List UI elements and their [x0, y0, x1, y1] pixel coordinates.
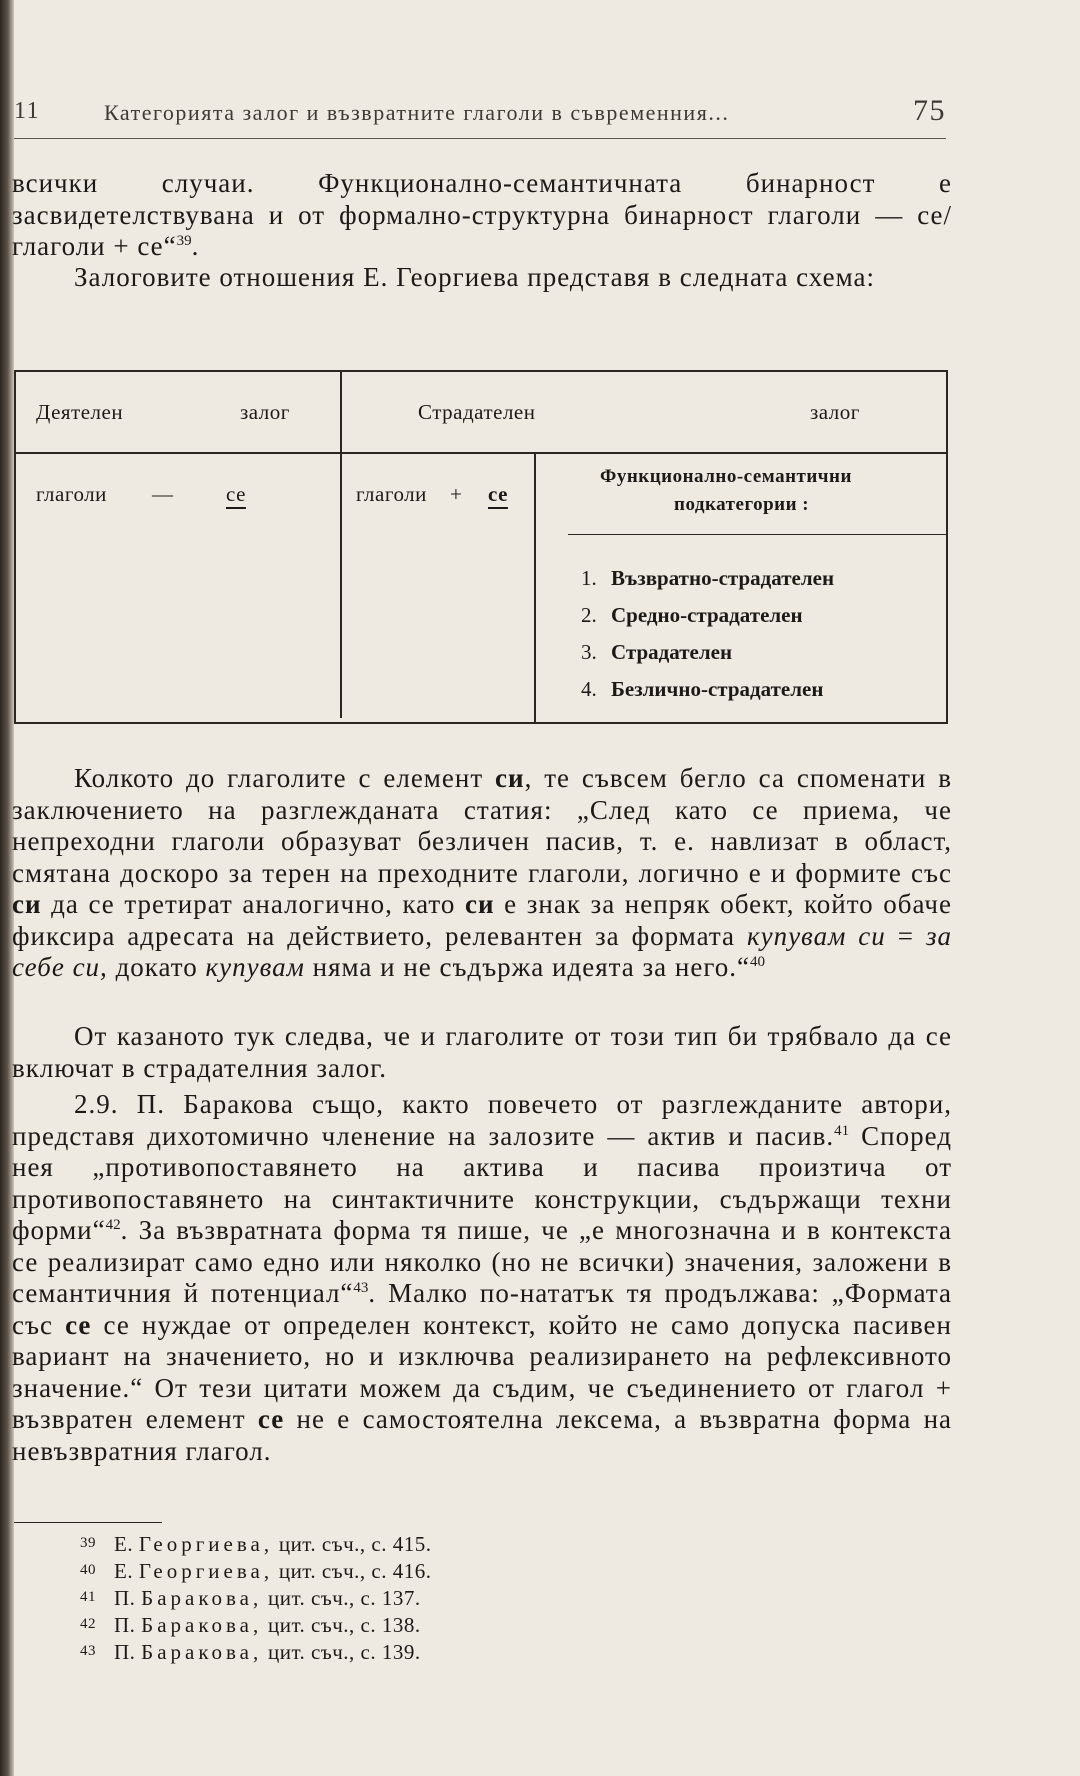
footnote-ref-40: 40	[749, 954, 765, 970]
paragraph-5: 2.9. П. Баракова също, както повечето от разглежданите автори, представя дихотомично членение на залозите — актив и пасив.$^{41}$ Според нея „противопоставянето на актива и пасива произтича от противопоставянето на синтактичните конструкции, съдържащи техни форми“$^{42}$. За възвратната форма тя пише, че „е многозначна и в контекста се реализират само едно или няколко (но не всички) значения, заложени в семантичния й потенциал“$^{43}$. Малко по-нататък тя продължава: „Формата със се се нуждае от определен контекст, който не само допуска пасивен вариант на значението, но и изключва реализирането на рефлексивното значение.“ От тези цитати можем да съдим, че съединението от глагол + възвратен елемент се не е самостоятелна лексема, а възвратна форма на невъзвратния глагол.	[12, 1089, 953, 1466]
footnote: 39 Е. Георгиева, цит. съч., с. 415.	[80, 1532, 432, 1556]
running-title: Категорията залог и възвратните глаголи в съвременния...	[104, 100, 730, 125]
voice-scheme-table	[14, 370, 948, 724]
passive-se: се	[488, 482, 508, 506]
passive-voice-word: залог	[810, 400, 860, 424]
footnote-ref-43: 43	[353, 1280, 369, 1296]
table-top-border	[14, 370, 948, 372]
footnote: 40 Е. Георгиева, цит. съч., с. 416.	[80, 1559, 432, 1583]
subcat-list	[581, 560, 834, 708]
paragraph-2: Залоговите отношения Е. Георгиева представя в следната схема:	[74, 262, 875, 292]
subcat-title-line1: Функционално-семантични	[600, 466, 852, 487]
list-item: 1. Възвратно-страдателен	[581, 566, 835, 590]
table-header-divider	[14, 452, 948, 454]
list-item: 3. Страдателен	[581, 640, 733, 664]
table-column-divider	[340, 370, 342, 718]
active-voice-word: залог	[240, 400, 290, 424]
table-left-border	[14, 370, 16, 724]
table-right-border	[946, 370, 948, 724]
active-voice-label: Деятелен	[36, 400, 124, 424]
footnote-ref-41: 41	[834, 1122, 850, 1139]
passive-plus: +	[450, 482, 463, 506]
table-bottom-border	[14, 722, 948, 724]
paragraph-4: От казаното тук следва, че и глаголите от този тип би трябвало да се включат в страдателния залог.	[12, 1021, 952, 1083]
footnote-rule	[14, 1522, 162, 1523]
footnote-ref-42: 42	[105, 1217, 121, 1233]
active-minus: —	[152, 482, 174, 506]
footnotes	[80, 1530, 431, 1665]
subcat-title-line2: подкатегории :	[674, 494, 810, 515]
list-item: 2. Средно-страдателен	[581, 603, 803, 627]
table-subcolumn-divider	[534, 454, 536, 722]
passive-verbs: глаголи	[356, 482, 427, 506]
paragraph-3: Колкото до глаголите с елемент си, те съвсем бегло са споменати в заключението на разглежданата статия: „След като се приема, че непреходни глаголи образуват безличен пасив, т. е. навлизат в област, смятана доскоро за терен на преходните глаголи, логично е и формите със си да се третират аналогично, като си е знак за непряк обект, който обаче фиксира адресата на действието, релевантен за формата купувам си = за себе си, докато купувам няма и не съдържа идеята за него.“$^{40}$	[12, 763, 953, 982]
footnote: 41 П. Баракова, цит. съч., с. 137.	[80, 1586, 421, 1610]
header-rule	[14, 138, 946, 139]
left-page-marker: 11	[14, 98, 41, 124]
paragraph-1: всички случаи. Функционално-семантичната бинарност е засвидетелствувана и от формално-структурна бинарност глаголи — се/глаголи + се“$^{39}$.	[12, 168, 952, 261]
page-number: 75	[913, 94, 946, 127]
running-header	[14, 92, 946, 132]
footnote: 43 П. Баракова, цит. съч., с. 139.	[80, 1640, 421, 1664]
active-verbs: глаголи	[36, 482, 107, 506]
footnote-ref-39: 39	[176, 233, 192, 249]
footnote: 42 П. Баракова, цит. съч., с. 138.	[80, 1613, 421, 1637]
subcat-divider	[568, 534, 946, 535]
active-se: се	[226, 482, 246, 506]
passive-voice-label: Страдателен	[418, 400, 536, 424]
list-item: 4. Безлично-страдателен	[581, 677, 824, 701]
